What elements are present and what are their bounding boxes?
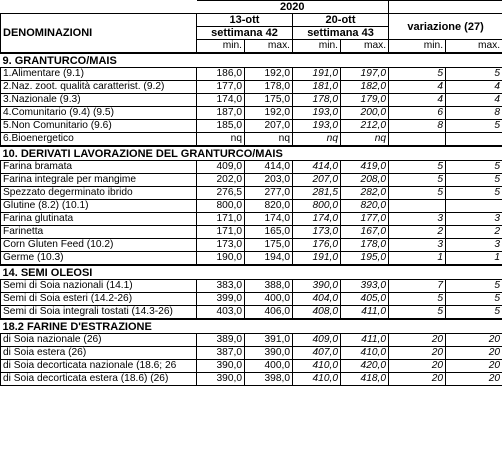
row-name: 4.Comunitario (9.4) (9.5) [1,107,197,120]
cell-vmax: 20 [446,334,502,347]
cell-max2: 420,0 [341,360,389,373]
table-row [1,107,502,120]
max-label: max. [446,40,502,54]
cell-min1: 190,0 [197,252,245,266]
row-name: 3.Nazionale (9.3) [1,94,197,107]
cell-min2: 193,0 [293,107,341,120]
section-title: 9. GRANTURCO/MAIS [1,53,502,68]
cell-max1: 388,0 [245,280,293,293]
cell-vmax: 4 [446,81,502,94]
cell-max1: 414,0 [245,161,293,174]
cell-vmin: 5 [389,293,446,306]
header-row-year [1,1,502,14]
cell-max2: 167,0 [341,226,389,239]
cell-max2: 410,0 [341,347,389,360]
cell-max2: 411,0 [341,306,389,320]
cell-max2: 178,0 [341,239,389,252]
year-label: 2020 [197,1,389,14]
cell-max1: 174,0 [245,213,293,226]
row-name: Glutine (8.2) (10.1) [1,200,197,213]
week1-date: 13-ott [197,14,293,27]
cell-vmax: 4 [446,94,502,107]
cell-max1: 175,0 [245,94,293,107]
section-header [1,53,502,68]
cell-min1: 187,0 [197,107,245,120]
cell-min1: 800,0 [197,200,245,213]
cell-min1: 173,0 [197,239,245,252]
week2-label: settimana 43 [293,27,389,40]
cell-max2: 208,0 [341,174,389,187]
row-name: 5.Non Comunitario (9.6) [1,120,197,133]
cell-vmin [389,133,446,147]
cell-vmax [446,133,502,147]
table-row [1,226,502,239]
cell-vmin: 5 [389,174,446,187]
cell-vmin: 20 [389,334,446,347]
min-label: min. [197,40,245,54]
cell-vmin: 4 [389,94,446,107]
table-row [1,94,502,107]
section-title: 10. DERIVATI LAVORAZIONE DEL GRANTURCO/MAIS [1,146,502,161]
cell-min2: 410,0 [293,373,341,386]
row-name: Corn Gluten Feed (10.2) [1,239,197,252]
cell-min1: 171,0 [197,213,245,226]
cell-vmin: 1 [389,252,446,266]
section-title: 18.2 FARINE D'ESTRAZIONE [1,319,502,334]
table-row [1,373,502,386]
cell-min1: 174,0 [197,94,245,107]
cell-min2: 390,0 [293,280,341,293]
cell-min1: 383,0 [197,280,245,293]
row-name: Farina integrale per mangime [1,174,197,187]
max-label: max. [341,40,389,54]
table-row [1,120,502,133]
cell-min2: 193,0 [293,120,341,133]
variazione-header [389,14,502,40]
row-name: Semi di Soia integrali tostati (14.3-26) [1,306,197,320]
cell-vmax: 1 [446,252,502,266]
cell-max1: 398,0 [245,373,293,386]
cell-min2: 410,0 [293,360,341,373]
row-name: Germe (10.3) [1,252,197,266]
table-row [1,187,502,200]
cell-max1: 165,0 [245,226,293,239]
row-name: di Soia estera (26) [1,347,197,360]
cell-vmin: 3 [389,239,446,252]
cell-max2: 195,0 [341,252,389,266]
cell-vmax: 5 [446,306,502,320]
cell-vmax: 5 [446,174,502,187]
table-row [1,293,502,306]
cell-vmin [389,200,446,213]
cell-vmin: 2 [389,226,446,239]
week2-date: 20-ott [293,14,389,27]
row-name: Spezzato degerminato ibrido [1,187,197,200]
cell-min1: 185,0 [197,120,245,133]
header-row-dates [1,14,502,27]
cell-min1: 171,0 [197,226,245,239]
min-label: min. [389,40,446,54]
cell-max2: 393,0 [341,280,389,293]
table-row [1,239,502,252]
table-row [1,213,502,226]
row-name: Semi di Soia esteri (14.2-26) [1,293,197,306]
cell-max1: 207,0 [245,120,293,133]
cell-vmin: 8 [389,120,446,133]
cell-vmin: 20 [389,373,446,386]
cell-min2: 407,0 [293,347,341,360]
denominazioni-header: DENOMINAZIONI [1,14,197,54]
cell-vmin: 20 [389,360,446,373]
cell-max1: 175,0 [245,239,293,252]
cell-max2: 820,0 [341,200,389,213]
cell-max1: 178,0 [245,81,293,94]
cell-max2: 411,0 [341,334,389,347]
cell-vmax: 20 [446,373,502,386]
cell-min2: 191,0 [293,68,341,81]
table-row [1,252,502,266]
table-row [1,161,502,174]
cell-max1: 192,0 [245,68,293,81]
table-row [1,334,502,347]
cell-vmax: 8 [446,107,502,120]
cell-min2: 404,0 [293,293,341,306]
cell-max1: 203,0 [245,174,293,187]
cell-vmin: 6 [389,107,446,120]
cell-min2: 176,0 [293,239,341,252]
cell-min1: 409,0 [197,161,245,174]
table-row [1,306,502,320]
row-name: di Soia nazionale (26) [1,334,197,347]
row-name: Farina glutinata [1,213,197,226]
cell-vmax: 2 [446,226,502,239]
section-header [1,265,502,280]
table-row [1,280,502,293]
variazione-label: variazione (27) [407,20,484,33]
cell-max2: 405,0 [341,293,389,306]
cell-min1: 276,5 [197,187,245,200]
cell-max1: 277,0 [245,187,293,200]
cell-min2: 414,0 [293,161,341,174]
cell-max1: 192,0 [245,107,293,120]
cell-vmax: 5 [446,120,502,133]
row-name: 6.Bioenergetico [1,133,197,147]
cell-min2: 800,0 [293,200,341,213]
cell-max1: 400,0 [245,293,293,306]
table-row [1,81,502,94]
table-row [1,347,502,360]
section-title: 14. SEMI OLEOSI [1,265,502,280]
cell-min1: 177,0 [197,81,245,94]
cell-max1: 391,0 [245,334,293,347]
cell-max1: nq [245,133,293,147]
cell-max2: 418,0 [341,373,389,386]
cell-vmin: 7 [389,280,446,293]
cell-min2: nq [293,133,341,147]
cell-max2: 200,0 [341,107,389,120]
cell-max2: 177,0 [341,213,389,226]
row-name: 1.Alimentare (9.1) [1,68,197,81]
section-header [1,146,502,161]
cell-min1: nq [197,133,245,147]
cell-min1: 403,0 [197,306,245,320]
cell-min2: 191,0 [293,252,341,266]
cell-vmin: 20 [389,347,446,360]
cell-vmax: 3 [446,239,502,252]
table-row [1,200,502,213]
cell-min2: 408,0 [293,306,341,320]
cell-max1: 390,0 [245,347,293,360]
cell-min1: 390,0 [197,373,245,386]
row-name: Semi di Soia nazionali (14.1) [1,280,197,293]
table-row [1,174,502,187]
cell-vmax: 20 [446,360,502,373]
cell-vmax: 5 [446,68,502,81]
cell-max2: 179,0 [341,94,389,107]
section-header [1,319,502,334]
cell-max1: 194,0 [245,252,293,266]
cell-min1: 202,0 [197,174,245,187]
cell-max1: 820,0 [245,200,293,213]
cell-max1: 400,0 [245,360,293,373]
cell-min2: 178,0 [293,94,341,107]
cell-min1: 387,0 [197,347,245,360]
table-row [1,133,502,147]
row-name: Farinetta [1,226,197,239]
cell-vmax: 20 [446,347,502,360]
cell-min2: 173,0 [293,226,341,239]
cell-vmax: 5 [446,280,502,293]
cell-min2: 174,0 [293,213,341,226]
table-row [1,360,502,373]
cell-vmin: 4 [389,81,446,94]
cell-max2: nq [341,133,389,147]
cell-min2: 409,0 [293,334,341,347]
cell-max2: 197,0 [341,68,389,81]
cell-min1: 399,0 [197,293,245,306]
cell-vmin: 5 [389,161,446,174]
week1-label: settimana 42 [197,27,293,40]
row-name: di Soia decorticata estera (18.6) (26) [1,373,197,386]
row-name: Farina bramata [1,161,197,174]
row-name: di Soia decorticata nazionale (18.6; 26 [1,360,197,373]
cell-vmin: 3 [389,213,446,226]
max-label: max. [245,40,293,54]
cell-min2: 281,5 [293,187,341,200]
cell-min1: 390,0 [197,360,245,373]
cell-min2: 181,0 [293,81,341,94]
cell-vmax: 5 [446,187,502,200]
cell-vmin: 5 [389,306,446,320]
cell-max2: 182,0 [341,81,389,94]
min-label: min. [293,40,341,54]
cell-min1: 186,0 [197,68,245,81]
cell-vmin: 5 [389,187,446,200]
cell-max2: 419,0 [341,161,389,174]
cell-min2: 207,0 [293,174,341,187]
cell-min1: 389,0 [197,334,245,347]
cell-vmax: 5 [446,161,502,174]
table-row [1,68,502,81]
cell-vmax [446,200,502,213]
cell-vmin: 5 [389,68,446,81]
cell-max2: 212,0 [341,120,389,133]
cell-max1: 406,0 [245,306,293,320]
row-name: 2.Naz. zoot. qualità caratterist. (9.2) [1,81,197,94]
cell-vmax: 5 [446,293,502,306]
cell-max2: 282,0 [341,187,389,200]
cell-vmax: 3 [446,213,502,226]
